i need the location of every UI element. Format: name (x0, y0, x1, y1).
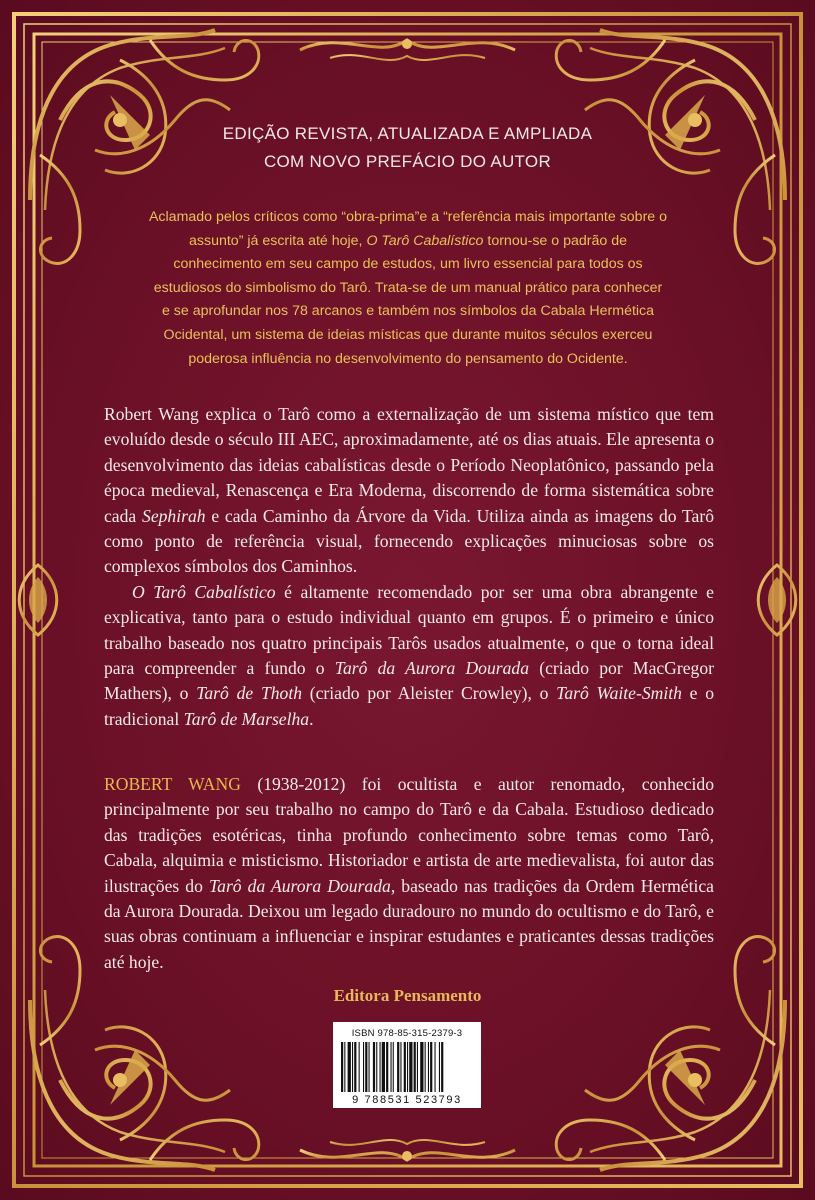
barcode-bar (382, 1042, 385, 1092)
description-paragraph-2 (104, 580, 714, 732)
barcode-bar (407, 1042, 408, 1092)
barcode-bar (369, 1042, 370, 1092)
description-p2-italic-1: O Tarô Cabalístico (132, 581, 276, 602)
barcode-bar (439, 1042, 440, 1092)
edition-note-line-2: COM NOVO PREFÁCIO DO AUTOR (263, 152, 552, 171)
barcode-bar (363, 1042, 364, 1092)
description-p2-italic-4: Tarô Waite-Smith (556, 683, 682, 704)
barcode-bar (409, 1042, 412, 1092)
barcode-bar (391, 1042, 392, 1092)
isbn-label: ISBN 978-85-315-2379-3 (351, 1028, 463, 1039)
barcode-bar (435, 1042, 436, 1092)
barcode-bar (425, 1042, 426, 1092)
description-paragraph-1 (104, 402, 714, 580)
barcode-bars (341, 1042, 473, 1092)
top-center-ornament (300, 39, 515, 60)
description-p2-text-a: é altamente recomendado por ser uma obra abrangente e explicativa, tanto para o estudo individual quanto em grupos. É o primeiro e único trabalho baseado nos quatro principais Tarôs usados atualmente, o que o torna ideal para compreender a fundo o (104, 581, 714, 679)
author-bio-text-b: , baseado nas tradições da Ordem Hermética da Aurora Dourada. Deixou um legado duradouro no mundo do ocultismo e do Tarô, e suas obras continuam a influenciar e inspirar estudantes e praticantes dessas tradições até hoje. (104, 875, 714, 972)
description-p2-text-c: (criado por Aleister Crowley), o (302, 683, 557, 704)
barcode-bar (373, 1042, 375, 1092)
description-p2-text-e: . (309, 708, 314, 729)
barcode-bar (352, 1042, 353, 1092)
isbn-barcode (333, 1022, 481, 1108)
barcode-bar (414, 1042, 416, 1092)
barcode-bar (441, 1042, 443, 1092)
description-p1-text-a: Robert Wang explica o Tarô como a externalização de um sistema místico que tem evoluído desde o século III AEC, aproximadamente, até os dias atuais. Ele apresenta o desenvolvimento das ideias cabalísticas desde o Período Neoplatônico, passando pela época medieval, Renascença e Era Moderna, discorrendo de forma sistemática sobre cada (104, 404, 714, 526)
intro-book-title: O Tarô Cabalístico (366, 232, 484, 249)
description-p2-text-d: e o tradicional (104, 683, 715, 729)
barcode-bar (400, 1042, 401, 1092)
barcode-bar (428, 1042, 429, 1092)
description-p1-text-b: e cada Caminho da Árvore da Vida. Utiliza ainda as imagens do Tarô como ponto de referência visual, fornecendo explicações minuciosas sobre os complexos símbolos dos Caminhos. (104, 505, 714, 577)
author-name: ROBERT WANG (104, 774, 241, 794)
bottom-center-ornament (300, 1140, 515, 1161)
barcode-bar (359, 1042, 360, 1092)
description-p2-italic-5: Tarô de Marselha (183, 708, 310, 729)
author-bio (104, 772, 714, 975)
author-bio-paragraph (104, 772, 714, 975)
description-p2-italic-2: Tarô da Aurora Dourada (334, 658, 530, 679)
intro-text-part-2: tornou-se o padrão de conhecimento em seu campo de estudos, um livro essencial para todos os estudiosos do simbolismo do Tarô. Trata-se de um manual prático para conhecer e se aprofundar nos 78 arcanos e também nos símbolos da Cabala Hermética Ocidental, um sistema de ideias místicas que durante muitos séculos exerceu poderosa influência no desenvolvimento do pensamento do Ocidente. (153, 232, 663, 367)
intro-blurb (148, 206, 668, 371)
barcode-number: 9 788531 523793 (352, 1094, 462, 1106)
intro-text-part-1: Aclamado pelos críticos como “obra-prima”e a “referência mais importante sobre o assunto” já escrita até hoje, (148, 209, 668, 249)
author-bio-italic: Tarô da Aurora Dourada (208, 875, 391, 896)
edition-note-line-1: EDIÇÃO REVISTA, ATUALIZADA E AMPLIADA (222, 124, 593, 143)
barcode-bar (341, 1042, 343, 1092)
publisher-name: Editora Pensamento (333, 986, 482, 1005)
barcode-bar (376, 1042, 377, 1092)
barcode-bar (404, 1042, 406, 1092)
barcode-bar (430, 1042, 432, 1092)
barcode-bar (417, 1042, 418, 1092)
barcode-bar (354, 1042, 356, 1092)
right-side-ornament (758, 565, 796, 635)
barcode-bar (420, 1042, 423, 1092)
description-p2-italic-3: Tarô de Thoth (196, 683, 303, 704)
description-p2-text-b: (criado por MacGregor Mathers), o (104, 658, 715, 704)
book-description (104, 402, 714, 732)
barcode-bar (386, 1042, 388, 1092)
description-p1-italic: Sephirah (142, 505, 206, 526)
barcode-bar (365, 1042, 367, 1092)
left-side-ornament (19, 565, 57, 635)
author-bio-text-a: (1938-2012) foi ocultista e autor renomado, conhecido principalmente por seu trabalho no campo do Tarô e da Cabala. Estudioso dedicado das tradições esotéricas, tinha profundo conhecimento sobre temas como Tarô, Cabala, alquimia e misticismo. Historiador e artista de arte medievalista, foi autor das ilustrações do (104, 774, 715, 896)
barcode-bar (348, 1042, 351, 1092)
barcode-bar (397, 1042, 399, 1092)
barcode-bar (344, 1042, 345, 1092)
barcode-bar (393, 1042, 394, 1092)
barcode-bar (380, 1042, 381, 1092)
